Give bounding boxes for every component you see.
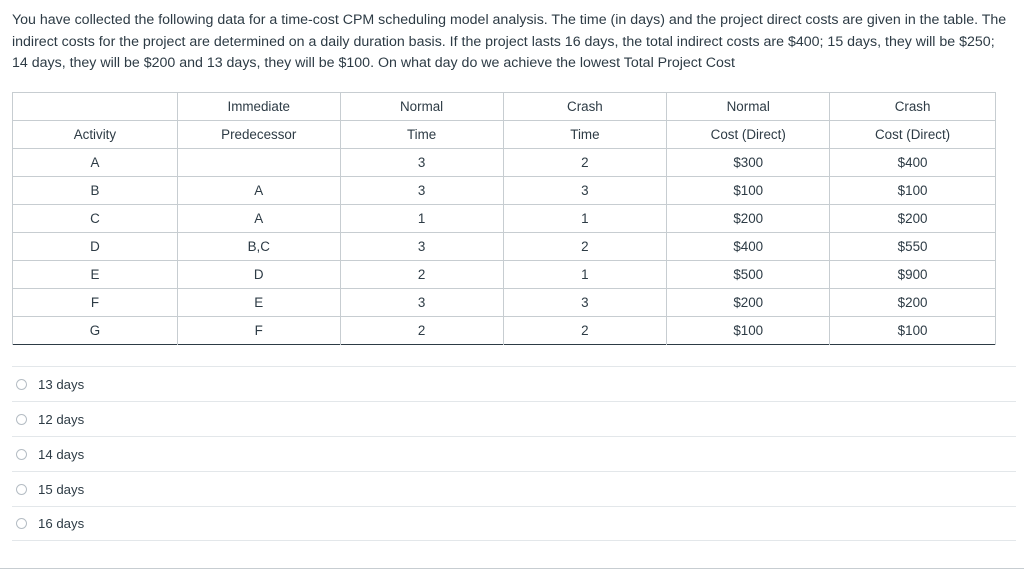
answer-label: 12 days xyxy=(38,411,85,427)
answer-label: 13 days xyxy=(38,376,85,392)
table-cell: F xyxy=(13,289,178,317)
cost-data-table xyxy=(12,92,996,345)
table-cell: 2 xyxy=(340,317,503,345)
table-cell: B xyxy=(13,177,178,205)
radio-button[interactable] xyxy=(16,379,27,390)
table-cell: $100 xyxy=(667,177,830,205)
header-cell: Immediate xyxy=(177,93,340,121)
table-cell: $500 xyxy=(667,261,830,289)
header-cell: Normal xyxy=(667,93,830,121)
table-cell: 2 xyxy=(503,149,667,177)
table-cell: $200 xyxy=(667,205,830,233)
header-cell: Cost (Direct) xyxy=(667,121,830,149)
answer-option-15-days[interactable] xyxy=(12,471,1016,506)
table-cell: C xyxy=(13,205,178,233)
answer-label: 15 days xyxy=(38,481,85,497)
answer-option-13-days[interactable] xyxy=(12,366,1016,401)
table-cell: E xyxy=(177,289,340,317)
table-cell: $200 xyxy=(830,205,996,233)
table-cell: F xyxy=(177,317,340,345)
answer-option-16-days[interactable] xyxy=(12,506,1016,541)
header-cell: Cost (Direct) xyxy=(830,121,996,149)
table-cell: $400 xyxy=(830,149,996,177)
table-cell: 1 xyxy=(340,205,503,233)
header-cell: Time xyxy=(340,121,503,149)
table-cell: 2 xyxy=(340,261,503,289)
header-cell: Normal xyxy=(340,93,503,121)
radio-button[interactable] xyxy=(16,518,27,529)
radio-button[interactable] xyxy=(16,484,27,495)
table-row xyxy=(13,205,996,233)
table-cell: D xyxy=(13,233,178,261)
answer-label: 14 days xyxy=(38,446,85,462)
header-cell: Crash xyxy=(830,93,996,121)
table-cell: A xyxy=(177,177,340,205)
table-cell: $100 xyxy=(830,317,996,345)
table-row xyxy=(13,149,996,177)
table-cell: A xyxy=(13,149,178,177)
header-cell: Predecessor xyxy=(177,121,340,149)
table-cell: $400 xyxy=(667,233,830,261)
table-cell xyxy=(177,149,340,177)
header-cell: Crash xyxy=(503,93,667,121)
table-cell: 2 xyxy=(503,233,667,261)
table-cell: G xyxy=(13,317,178,345)
table-header-row xyxy=(13,121,996,149)
table-cell: A xyxy=(177,205,340,233)
table-cell: $550 xyxy=(830,233,996,261)
answer-option-12-days[interactable] xyxy=(12,401,1016,436)
table-cell: 1 xyxy=(503,205,667,233)
table-row xyxy=(13,317,996,345)
table-row xyxy=(13,261,996,289)
answer-options xyxy=(12,366,1016,541)
header-cell: Time xyxy=(503,121,667,149)
table-cell: 3 xyxy=(503,177,667,205)
question-text: You have collected the following data for a time-cost CPM scheduling model analysis. The time (in days) and the project direct costs are given in the table. The indirect costs for the project are determined on a daily duration basis. If the project lasts 16 days, the total indirect costs are $400; 15 days, they will be $250; 14 days, they will be $200 and 13 days, they will be $100. On what day do we achieve the lowest Total Project Cost xyxy=(12,12,1007,71)
table-cell: $100 xyxy=(830,177,996,205)
table-row xyxy=(13,177,996,205)
table-cell: 3 xyxy=(340,177,503,205)
table-cell: D xyxy=(177,261,340,289)
table-cell: $200 xyxy=(830,289,996,317)
answer-option-14-days[interactable] xyxy=(12,436,1016,471)
table-cell: 3 xyxy=(340,149,503,177)
table-cell: B,C xyxy=(177,233,340,261)
header-cell: Activity xyxy=(13,121,178,149)
table-cell: 3 xyxy=(340,289,503,317)
table-cell: 3 xyxy=(503,289,667,317)
table-cell: $900 xyxy=(830,261,996,289)
table-cell: E xyxy=(13,261,178,289)
table-header-row xyxy=(13,93,996,121)
bottom-divider xyxy=(0,568,1024,569)
table-row xyxy=(13,289,996,317)
radio-button[interactable] xyxy=(16,414,27,425)
table-cell: 3 xyxy=(340,233,503,261)
table-cell: $100 xyxy=(667,317,830,345)
table-cell: 2 xyxy=(503,317,667,345)
table-cell: 1 xyxy=(503,261,667,289)
header-cell xyxy=(13,93,178,121)
table-row xyxy=(13,233,996,261)
answer-label: 16 days xyxy=(38,516,85,531)
table-cell: $300 xyxy=(667,149,830,177)
table-cell: $200 xyxy=(667,289,830,317)
radio-button[interactable] xyxy=(16,449,27,460)
